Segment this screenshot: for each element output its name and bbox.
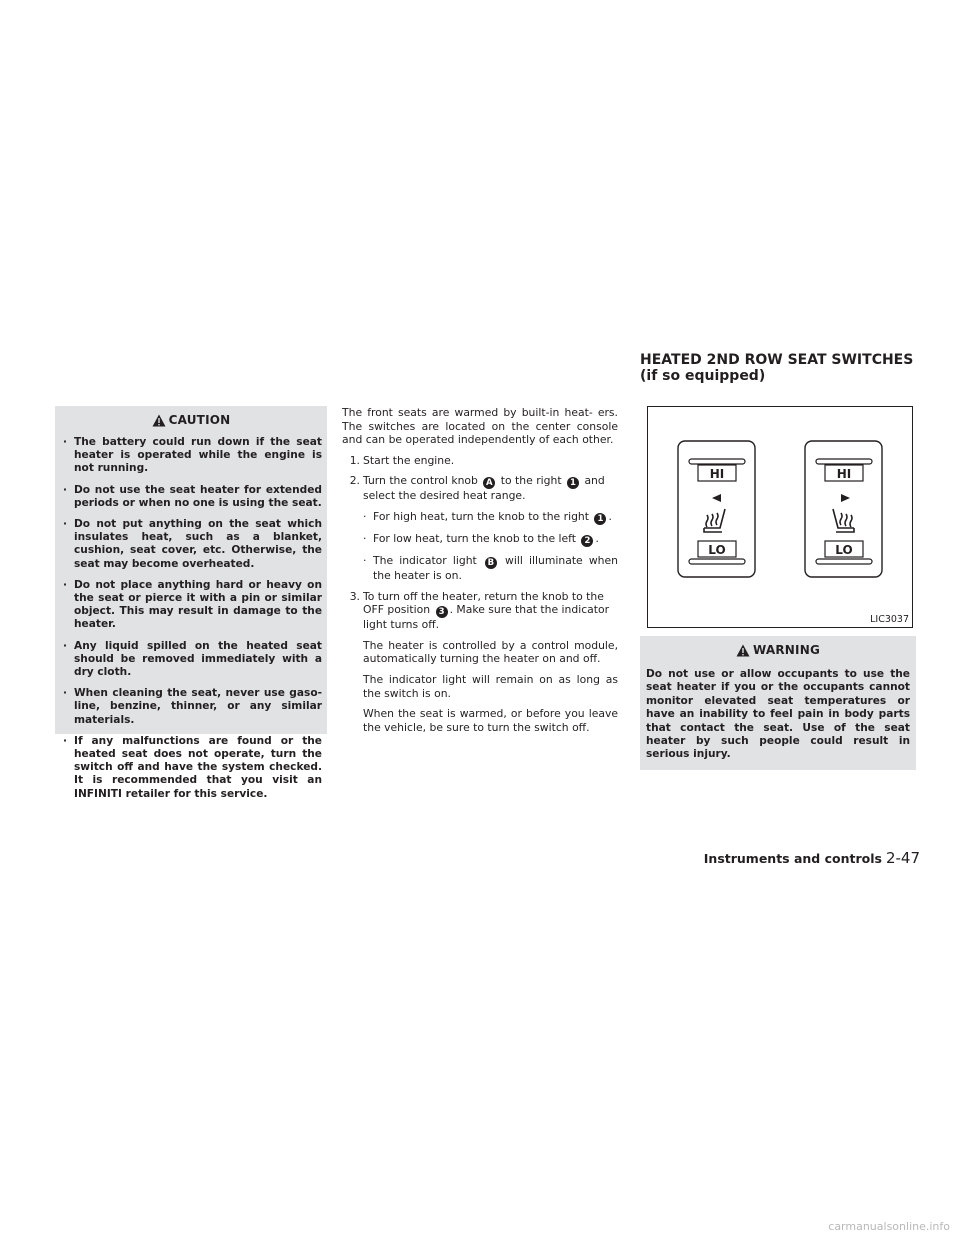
- caution-item: · Do not place anything hard or heavy on the seat or pierce it with a pin or similar object. This may result in damage to the heater.: [60, 579, 322, 632]
- step-text: to the right: [500, 474, 562, 488]
- substep: [363, 510, 618, 525]
- substep-text: For low heat, turn the knob to the left: [373, 531, 577, 545]
- substep: [363, 532, 618, 547]
- step-1: [342, 454, 618, 468]
- warning-triangle-icon: [736, 644, 750, 657]
- warning-box: [640, 636, 916, 770]
- substep-text: For high heat, turn the knob to the right: [373, 509, 590, 523]
- step-text: Start the engine.: [363, 453, 455, 467]
- caution-heading-text: CAUTION: [168, 413, 231, 427]
- caution-item: · Do not put anything on the seat which insulates heat, such as a blanket, cushion, seat cover, etc. Otherwise, the seat may become overheated.: [60, 518, 322, 571]
- caution-item: · The battery could run down if the seat heater is operated while the engine is not running.: [60, 436, 322, 476]
- section-title-line2: (if so equipped): [640, 368, 766, 384]
- warning-triangle-icon: [152, 414, 166, 427]
- callout-1: 1: [567, 477, 579, 489]
- instructions-column: [342, 406, 618, 734]
- step-text: and select the desired heat range.: [363, 474, 605, 503]
- warning-heading: [646, 640, 910, 660]
- callout-b: B: [485, 557, 497, 569]
- substep: [363, 554, 618, 583]
- step-text: To turn off the heater, return the knob to the OFF position: [363, 589, 604, 617]
- substep-text: .: [595, 531, 599, 545]
- callout-a: A: [483, 477, 495, 489]
- caution-item: · Do not use the seat heater for extended periods or when no one is using the seat.: [60, 484, 322, 510]
- paragraph: The indicator light will remain on as long as the switch is on.: [363, 672, 618, 700]
- page-number: 2-47: [885, 849, 920, 867]
- left-lo-label: LO: [708, 543, 726, 557]
- paragraph: When the seat is warmed, or before you leave the vehicle, be sure to turn the switch off.: [363, 707, 618, 734]
- step-number: 3.: [349, 589, 360, 603]
- step-number: 1.: [349, 453, 360, 467]
- warning-heading-text: WARNING: [752, 643, 821, 657]
- caution-item: · When cleaning the seat, never use gaso- line, benzine, thinner, or any similar materials.: [60, 687, 322, 727]
- caution-list: [60, 436, 322, 801]
- substep-list: [342, 510, 618, 583]
- right-hi-label: HI: [836, 467, 852, 481]
- seat-switch-figure: [647, 406, 913, 628]
- figure-label: LIC3037: [870, 614, 909, 625]
- footer-section: Instruments and controls: [703, 851, 882, 866]
- paragraph: The heater is controlled by a control module, automatically turning the heater on and off.: [363, 638, 618, 666]
- left-hi-label: HI: [709, 467, 725, 481]
- step-2: [342, 474, 618, 503]
- warning-text: Do not use or allow occupants to use the seat heater if you or the occupants cannot monitor elevated seat temperatures or have an inability to feel pain in body parts that contact the seat. Use of the seat heater by such people could result in serious injury.: [646, 668, 910, 761]
- caution-heading: [60, 410, 322, 430]
- step-number: 2.: [349, 474, 360, 488]
- substep-text: .: [608, 509, 612, 523]
- step-text: . Make sure that the indicator light turns off.: [363, 603, 610, 632]
- intro-paragraph: The front seats are warmed by built-in heat- ers. The switches are located on the center console and can be operated independently of each other.: [342, 406, 618, 447]
- substep-text: will illuminate when the heater is on.: [373, 553, 618, 582]
- left-arrow-icon: [712, 494, 721, 502]
- seat-switch-illustration: [648, 407, 912, 627]
- callout-1: 1: [594, 513, 606, 525]
- caution-item: · Any liquid spilled on the heated seat should be removed immediately with a dry cloth.: [60, 640, 322, 680]
- section-title-line1: HEATED 2ND ROW SEAT SWITCHES: [640, 352, 914, 368]
- right-arrow-icon: [841, 494, 850, 502]
- section-title: [640, 352, 920, 384]
- step-text: Turn the control knob: [363, 474, 478, 488]
- callout-2: 2: [581, 535, 593, 547]
- page-footer: [700, 849, 920, 867]
- seat-heater-icon: [833, 509, 854, 532]
- right-lo-label: LO: [835, 543, 853, 557]
- callout-3: 3: [436, 606, 448, 618]
- caution-item: · If any malfunctions are found or the heated seat does not operate, turn the switch off and have the system checked. It is recommended that you visit an INFINITI retailer for this service.: [60, 735, 322, 801]
- left-seat-switch: [678, 441, 755, 577]
- right-seat-switch: [805, 441, 882, 577]
- substep-text: The indicator light: [373, 553, 477, 567]
- step-3: [342, 590, 618, 632]
- seat-heater-icon: [704, 509, 725, 532]
- watermark: carmanualsonline.info: [828, 1220, 950, 1233]
- caution-box: [55, 406, 327, 800]
